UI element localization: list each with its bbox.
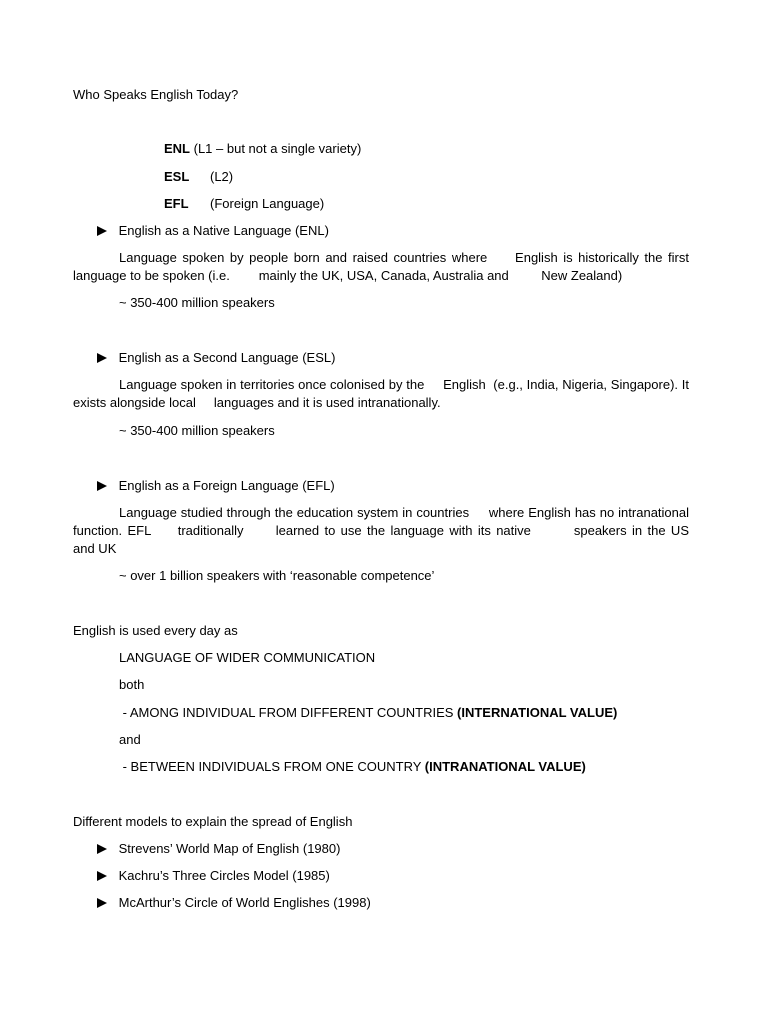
paragraph-text: Language studied through the education system in countries where English has no intranational function. EFL traditionally learned to use the language with its native speakers in the US and UK bbox=[73, 505, 722, 556]
paragraph-text: Language spoken in territories once colonised by the English (e.g., India, Nigeria, Singapore). It exists alongside local languages and it is used intranationally. bbox=[73, 377, 693, 410]
acronym-esl bbox=[164, 168, 233, 186]
usage-both: both bbox=[119, 677, 145, 692]
bullet-item-efl bbox=[97, 477, 335, 495]
bullet-label: English as a Foreign Language (EFL) bbox=[118, 478, 335, 493]
model-label: McArthur’s Circle of World Englishes (1998) bbox=[118, 895, 371, 910]
acronym-desc: (L2) bbox=[210, 169, 234, 184]
bullet-label: English as a Second Language (ESL) bbox=[118, 350, 336, 365]
acronym-desc: (L1 – but not a single variety) bbox=[193, 141, 362, 156]
model-item bbox=[97, 840, 340, 858]
speakers-enl: ~ 350-400 million speakers bbox=[119, 295, 275, 310]
bullet-item-esl bbox=[97, 349, 335, 367]
acronym-label: ENL bbox=[164, 141, 190, 156]
usage-intro: English is used every day as bbox=[73, 623, 238, 638]
usage-lwc: LANGUAGE OF WIDER COMMUNICATION bbox=[119, 650, 376, 665]
paragraph-efl bbox=[73, 504, 722, 558]
acronym-label: EFL bbox=[164, 196, 189, 211]
triangle-bullet-icon bbox=[97, 898, 107, 908]
acronym-desc: (Foreign Language) bbox=[210, 196, 325, 211]
usage-and: and bbox=[119, 732, 141, 747]
usage-among bbox=[119, 704, 617, 722]
model-label: Strevens’ World Map of English (1980) bbox=[118, 841, 341, 856]
paragraph-enl bbox=[73, 249, 693, 285]
models-intro: Different models to explain the spread of English bbox=[73, 814, 353, 829]
page-title: Who Speaks English Today? bbox=[73, 87, 239, 102]
paragraph-text: Language spoken by people born and raised countries where English is historically the first language to be spoken (i.e. mainly the UK, USA, Canada, Australia and New Zealand) bbox=[73, 250, 693, 283]
speakers-efl: ~ over 1 billion speakers with ‘reasonable competence’ bbox=[119, 568, 435, 583]
usage-between-text: - BETWEEN INDIVIDUALS FROM ONE COUNTRY bbox=[119, 759, 425, 774]
usage-between bbox=[119, 758, 586, 776]
triangle-bullet-icon bbox=[97, 353, 107, 363]
triangle-bullet-icon bbox=[97, 871, 107, 881]
acronym-enl bbox=[164, 140, 361, 158]
usage-between-value: (INTRANATIONAL VALUE) bbox=[424, 759, 586, 774]
usage-among-text: - AMONG INDIVIDUAL FROM DIFFERENT COUNTRIES bbox=[119, 705, 458, 720]
bullet-label: English as a Native Language (ENL) bbox=[118, 223, 329, 238]
acronym-efl bbox=[164, 195, 324, 213]
acronym-label: ESL bbox=[164, 169, 190, 184]
usage-among-value: (INTERNATIONAL VALUE) bbox=[457, 705, 618, 720]
model-item bbox=[97, 894, 371, 912]
model-item bbox=[97, 867, 330, 885]
bullet-item-enl bbox=[97, 222, 329, 240]
paragraph-esl bbox=[73, 376, 693, 412]
triangle-bullet-icon bbox=[97, 481, 107, 491]
model-label: Kachru’s Three Circles Model (1985) bbox=[118, 868, 330, 883]
triangle-bullet-icon bbox=[97, 844, 107, 854]
triangle-bullet-icon bbox=[97, 226, 107, 236]
speakers-esl: ~ 350-400 million speakers bbox=[119, 423, 275, 438]
